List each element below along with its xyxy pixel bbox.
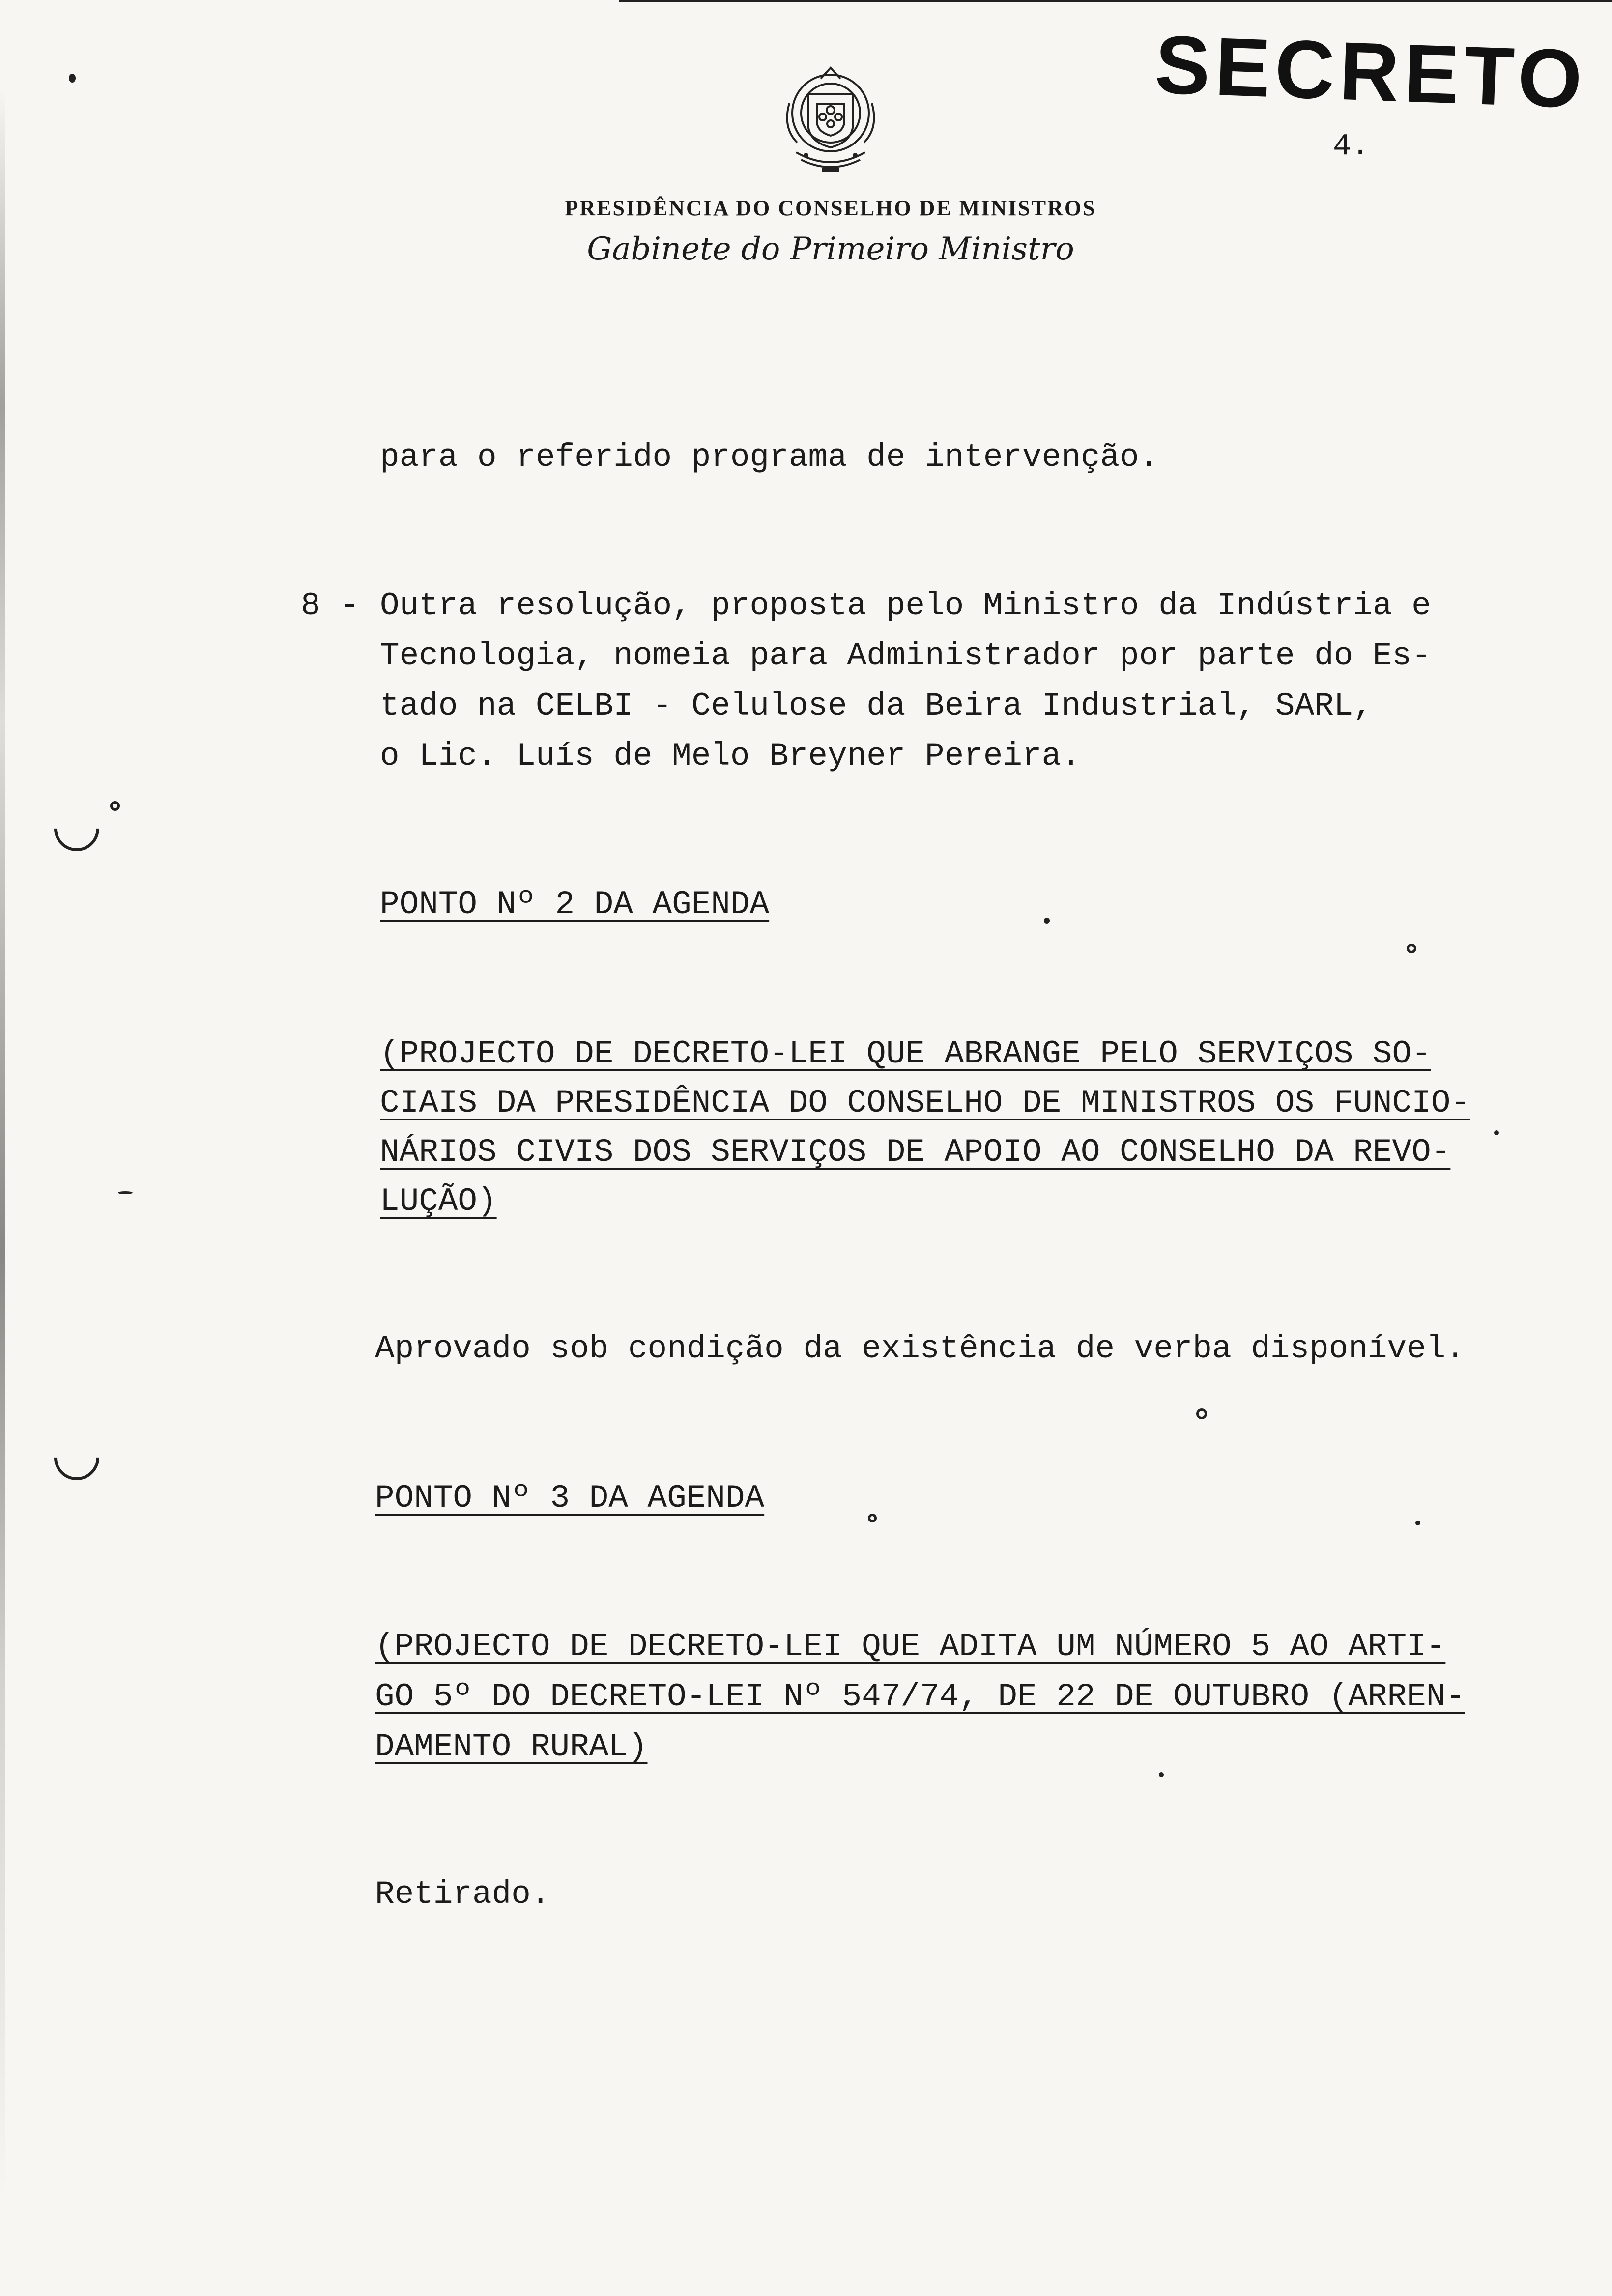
scan-speck [868,1514,877,1522]
coat-of-arms-icon [772,59,890,187]
item-8-line: Tecnologia, nomeia para Administrador por parte do Es- [380,637,1431,674]
punch-hole-mark [45,1426,109,1490]
scan-speck [1159,1772,1164,1777]
agenda-item-2-title: CIAIS DA PRESIDÊNCIA DO CONSELHO DE MINISTROS OS FUNCIO- [380,1085,1470,1121]
agenda-item-2-title: NÁRIOS CIVIS DOS SERVIÇOS DE APOIO AO CONSELHO DA REVO- [380,1134,1451,1171]
scan-speck [1407,944,1416,953]
punch-hole-mark [45,797,109,861]
item-8-line: o Lic. Luís de Melo Breyner Pereira. [380,738,1081,775]
scan-speck [69,74,76,83]
scan-speck [1044,918,1050,924]
item-8-line: Outra resolução, proposta pelo Ministro da Indústria e [380,587,1431,624]
institution-heading: PRESIDÊNCIA DO CONSELHO DE MINISTROS [565,196,1096,220]
scan-speck [118,1191,133,1194]
scan-speck [110,801,120,811]
office-subtitle: Gabinete do Primeiro Ministro [587,231,1074,267]
agenda-item-2-decision: Aprovado sob condição da existência de verba disponível. [375,1330,1465,1367]
agenda-item-3-title: DAMENTO RURAL) [375,1728,648,1765]
agenda-item-3-heading: PONTO Nº 3 DA AGENDA [375,1480,765,1517]
scan-speck [1494,1130,1499,1135]
scan-speck [1415,1521,1420,1525]
secret-stamp: SECRETO [1153,18,1589,126]
item-8-number: 8 - [301,587,359,624]
agenda-item-3-decision: Retirado. [375,1876,550,1913]
page-number: 4. [1333,129,1370,164]
scan-speck [1196,1408,1207,1419]
top-rule [619,0,1612,2]
item-8-line: tado na CELBI - Celulose da Beira Industrial, SARL, [380,688,1373,724]
agenda-item-3-title: GO 5º DO DECRETO-LEI Nº 547/74, DE 22 DE OUTUBRO (ARREN- [375,1678,1465,1715]
scan-edge-shadow [0,88,5,2202]
agenda-item-2-title: LUÇÃO) [380,1183,497,1220]
continuation-text: para o referido programa de intervenção. [380,439,1159,476]
agenda-item-3-title: (PROJECTO DE DECRETO-LEI QUE ADITA UM NÚMERO 5 AO ARTI- [375,1628,1446,1665]
agenda-item-2-title: (PROJECTO DE DECRETO-LEI QUE ABRANGE PELO SERVIÇOS SO- [380,1035,1431,1072]
agenda-item-2-heading: PONTO Nº 2 DA AGENDA [380,886,770,923]
